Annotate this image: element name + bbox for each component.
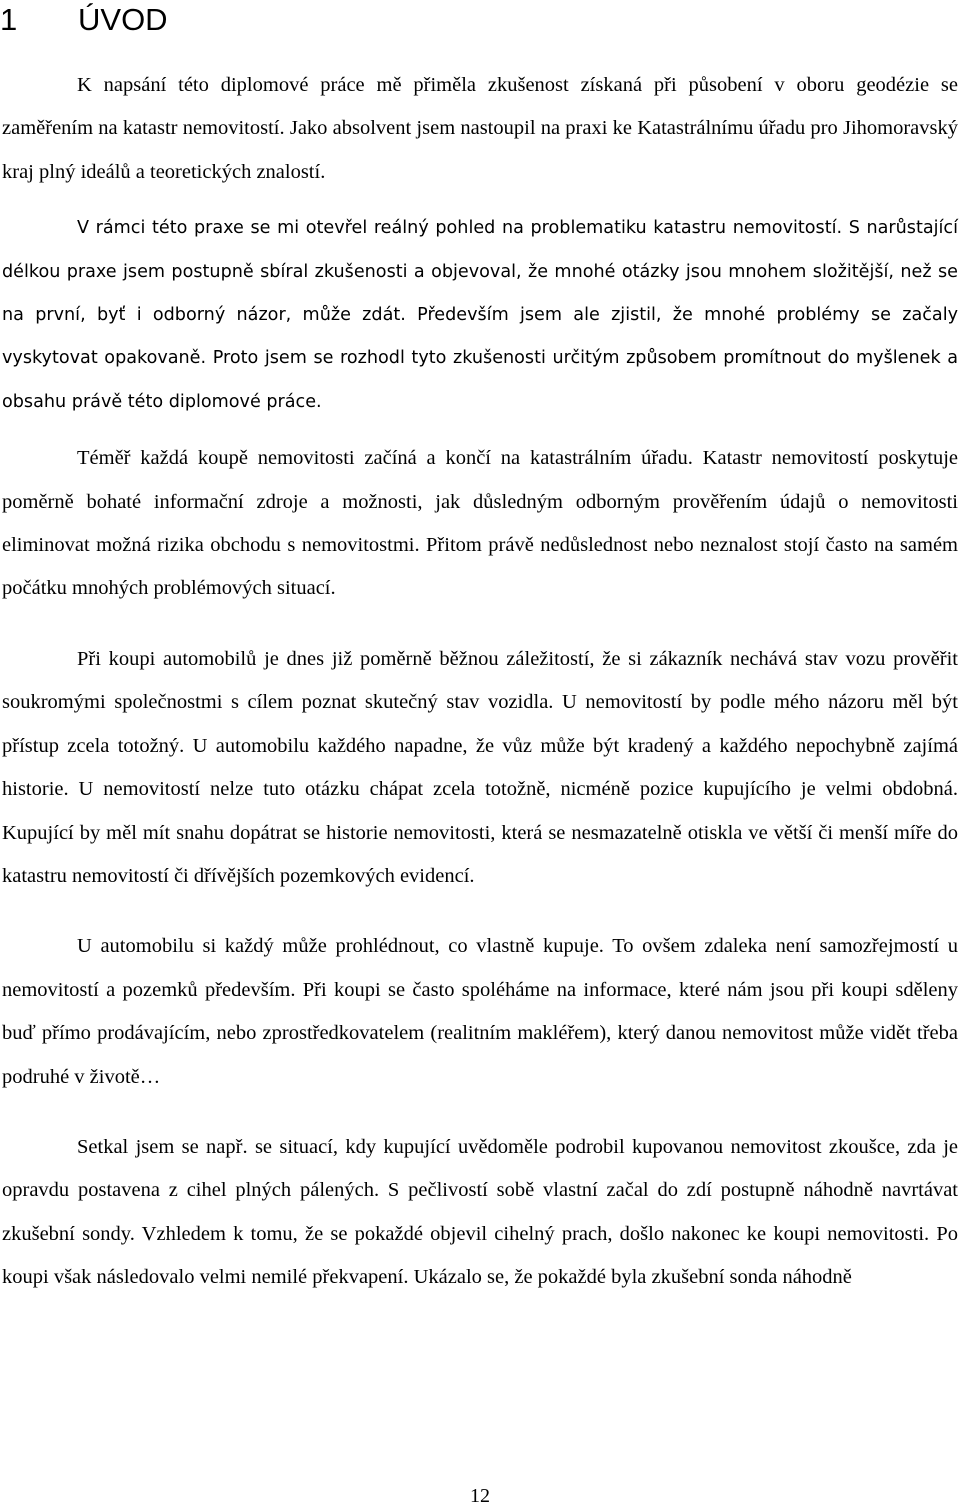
- body-text: [2, 64, 958, 1300]
- chapter-title: ÚVOD: [78, 2, 168, 37]
- chapter-heading: [0, 0, 168, 40]
- paragraph: Setkal jsem se např. se situací, kdy kupující uvědoměle podrobil kupovanou nemovitost zkoušce, zda je opravdu postavena z cihel plných pálených. S pečlivostí sobě vlastní začal do zdí postupně náhodně navrtávat zkušební sondy. Vzhledem k tomu, že se pokaždé objevil cihelný prach, došlo nakonec ke koupi nemovitosti. Po koupi však následovalo velmi nemilé překvapení. Ukázalo se, že pokaždé byla zkušební sonda náhodně: [2, 1135, 958, 1289]
- page-number: 12: [470, 1485, 490, 1507]
- chapter-number: 1: [0, 2, 18, 37]
- paragraph: U automobilu si každý může prohlédnout, co vlastně kupuje. To ovšem zdaleka není samozřejmostí u nemovitostí a pozemků především. Při koupi se často spoléháme na informace, které nám jsou při koupi sděleny buď přímo prodávajícím, nebo zprostředkovatelem (realitním makléřem), který danou nemovitost může vidět třeba podruhé v životě…: [2, 935, 958, 1088]
- paragraph: Při koupi automobilů je dnes již poměrně běžnou záležitostí, že si zákazník nechává stav vozu prověřit soukromými společnostmi s cílem poznat skutečný stav vozidla. U nemovitostí by podle mého názoru měl být přístup zcela totožný. U automobilu každého napadne, že vůz může být kradený a každého nepochybně zajímá historie. U nemovitostí nelze tuto otázku chápat zcela totožně, nicméně pozice kupujícího je velmi obdobná. Kupující by měl mít snahu dopátrat se historie nemovitosti, která se nesmazatelně otiskla ve větší či menší míře do katastru nemovitostí či dřívějších pozemkových evidencí.: [2, 647, 958, 887]
- paragraph: Téměř každá koupě nemovitosti začíná a končí na katastrálním úřadu. Katastr nemovitostí poskytuje poměrně bohaté informační zdroje a možnosti, jak důsledným odborným prověřením údajů o nemovitosti eliminovat možná rizika obchodu s nemovitostmi. Přitom právě nedůslednost nebo neznalost stojí často na samém počátku mnohých problémových situací.: [2, 447, 958, 600]
- paragraph: K napsání této diplomové práce mě přiměla zkušenost získaná při působení v oboru geodézie se zaměřením na katastr nemovitostí. Jako absolvent jsem nastoupil na praxi ke Katastrálnímu úřadu pro Jihomoravský kraj plný ideálů a teoretických znalostí.: [2, 74, 958, 183]
- paragraph: V rámci této praxe se mi otevřel reálný pohled na problematiku katastru nemovitostí. S narůstající délkou praxe jsem postupně sbíral zkušenosti a objevoval, že mnohé otázky jsou mnohem složitější, než se na první, byť i odborný názor, může zdát. Především jsem ale zjistil, že mnohé problémy se začaly vyskytovat opakovaně. Proto jsem se rozhodl tyto zkušenosti určitým způsobem promítnout do myšlenek a obsahu právě této diplomové práce.: [2, 218, 958, 412]
